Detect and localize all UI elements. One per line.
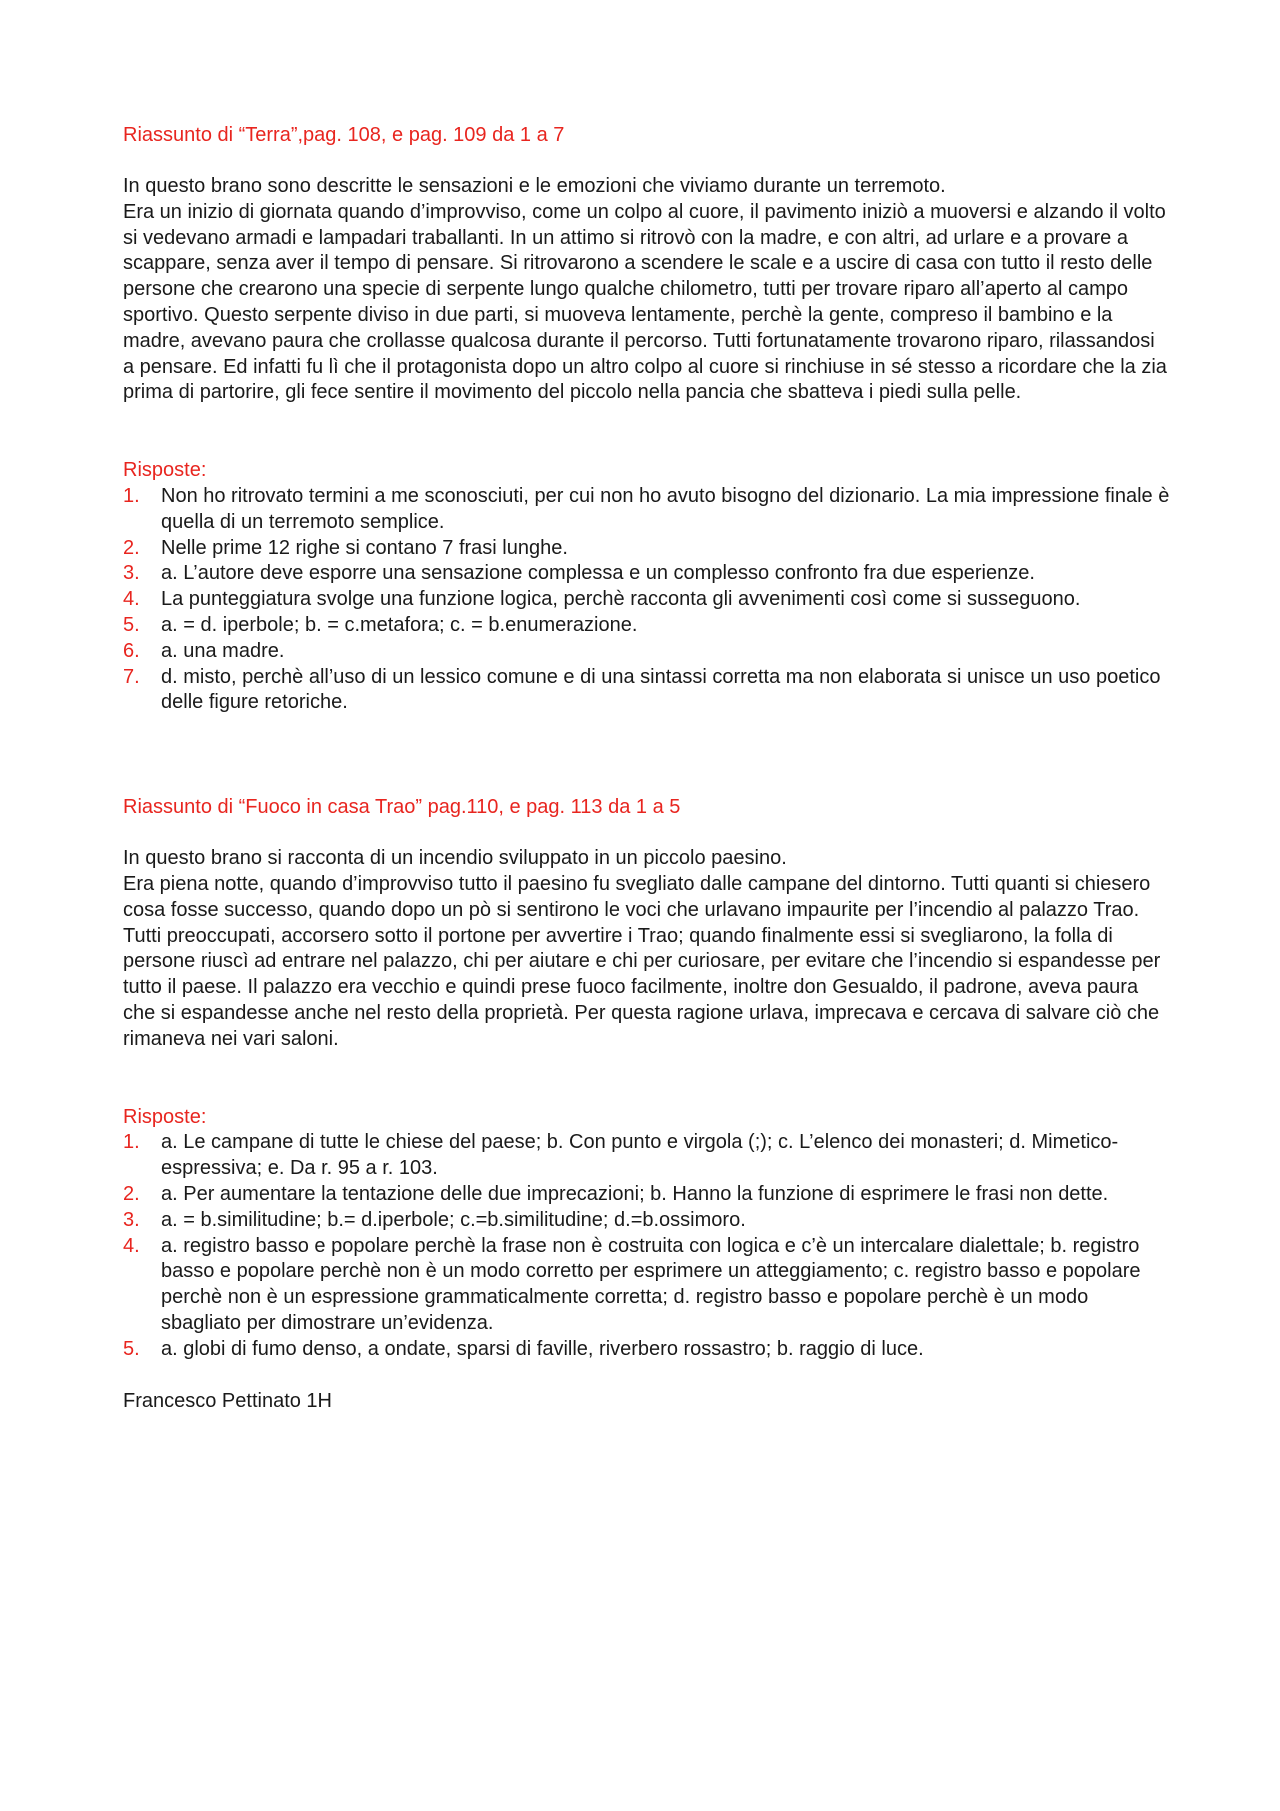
- answer-number: 6.: [123, 639, 140, 662]
- answer-number: 1.: [123, 1131, 140, 1154]
- answer-item: [123, 665, 1170, 717]
- answer-text: Nelle prime 12 righe si contano 7 frasi lunghe.: [161, 536, 568, 559]
- answer-text: a. L’autore deve esporre una sensazione complessa e un complesso confronto fra due esperienze.: [161, 562, 1035, 585]
- answer-item: [123, 484, 1170, 536]
- answer-text: d. misto, perchè all’uso di un lessico comune e di una sintassi corretta ma non elaborata si unisce un uso poetico delle figure retoriche.: [161, 665, 1161, 714]
- author-signature: Francesco Pettinato 1H: [123, 1390, 332, 1413]
- answer-number: 7.: [123, 665, 140, 688]
- answer-item: [123, 613, 1170, 639]
- answer-number: 3.: [123, 562, 140, 585]
- answers-label: Risposte:: [123, 1105, 207, 1128]
- answer-text: a. una madre.: [161, 639, 285, 662]
- answer-item: [123, 639, 1170, 665]
- answer-text: Non ho ritrovato termini a me sconosciuti, per cui non ho avuto bisogno del dizionario. La mia impressione finale è quella di un terremoto semplice.: [161, 484, 1170, 533]
- answer-number: 2.: [123, 1182, 140, 1205]
- summary-body: Era un inizio di giornata quando d’improvviso, come un colpo al cuore, il pavimento iniziò a muoversi e alzando il volto si vedevano armadi e lampadari traballanti. In un attimo si ritrovò con la madre, e con altri, ad urlare e a provare a scappare, senza aver il tempo di pensare. Si ritrovarono a scendere le scale e a uscire di casa con tutto il resto delle persone che crearono una specie di serpente lungo qualche chilometro, tutti per trovare riparo all’aperto al campo sportivo. Questo serpente diviso in due parti, si muoveva lentamente, perchè la gente, compreso il bambino e la madre, avevano paura che crollasse qualcosa durante il percorso. Tutti fortunatamente trovarono riparo, rilassandosi a pensare. Ed infatti fu lì che il protagonista dopo un altro colpo al cuore si rinchiuse in sé stesso a ricordare che la zia prima di partorire, gli fece sentire il movimento del piccolo nella pancia che sbatteva i piedi sulla pelle.: [123, 200, 1167, 404]
- answer-item: [123, 587, 1170, 613]
- answer-text: La punteggiatura svolge una funzione logica, perchè racconta gli avvenimenti così come si susseguono.: [161, 588, 1081, 611]
- section-terra: [123, 122, 1170, 716]
- answer-item: [123, 1130, 1170, 1182]
- answers-list: [123, 484, 1170, 716]
- answer-text: a. = d. iperbole; b. = c.metafora; c. = b.enumerazione.: [161, 613, 638, 636]
- answer-number: 3.: [123, 1208, 140, 1231]
- answer-item: [123, 1208, 1170, 1234]
- answer-number: 5.: [123, 1337, 140, 1360]
- answer-text: a. Per aumentare la tentazione delle due imprecazioni; b. Hanno la funzione di esprimere le frasi non dette.: [161, 1182, 1109, 1205]
- answer-number: 4.: [123, 1234, 140, 1257]
- section-heading: Riassunto di “Terra”,pag. 108, e pag. 109 da 1 a 7: [123, 124, 565, 146]
- answer-item: [123, 536, 1170, 562]
- answer-number: 5.: [123, 613, 140, 636]
- answer-text: a. Le campane di tutte le chiese del paese; b. Con punto e virgola (;); c. L’elenco dei monasteri; d. Mimetico-espressiva; e. Da r. 95 a r. 103.: [161, 1131, 1119, 1180]
- answer-number: 4.: [123, 588, 140, 611]
- answer-item: [123, 561, 1170, 587]
- answers-list: [123, 1130, 1170, 1362]
- answer-item: [123, 1234, 1170, 1337]
- summary-intro: In questo brano sono descritte le sensazioni e le emozioni che viviamo durante un terremoto.: [123, 175, 946, 197]
- summary-intro: In questo brano si racconta di un incendio sviluppato in un piccolo paesino.: [123, 847, 787, 870]
- answer-number: 1.: [123, 484, 140, 507]
- section-fuoco: [123, 794, 1170, 1362]
- answers-label: Risposte:: [123, 459, 207, 482]
- answer-text: a. = b.similitudine; b.= d.iperbole; c.=b.similitudine; d.=b.ossimoro.: [161, 1208, 746, 1231]
- answer-text: a. registro basso e popolare perchè la frase non è costruita con logica e c’è un intercalare dialettale; b. registro basso e popolare perchè non è un modo corretto per esprimere un atteggiamento; c. registro basso e popolare perchè non è un espressione grammaticalmente corretta; d. registro basso e popolare perchè è un modo sbagliato per dimostrare un’evidenza.: [161, 1234, 1141, 1334]
- answer-item: [123, 1182, 1170, 1208]
- summary-body: Era piena notte, quando d’improvviso tutto il paesino fu svegliato dalle campane del dintorno. Tutti quanti si chiesero cosa fosse successo, quando dopo un pò si sentirono le voci che urlavano impaurite per l’incendio al palazzo Trao. Tutti preoccupati, accorsero sotto il portone per avvertire i Trao; quando finalmente essi si svegliarono, la folla di persone riuscì ad entrare nel palazzo, chi per aiutare e chi per curiosare, per evitare che l’incendio si espandesse per tutto il paese. Il palazzo era vecchio e quindi prese fuoco facilmente, inoltre don Gesualdo, il padrone, aveva paura che si espandesse anche nel resto della proprietà. Per questa ragione urlava, imprecava e cercava di salvare ciò che rimaneva nei vari saloni.: [123, 872, 1161, 1050]
- answer-number: 2.: [123, 536, 140, 559]
- section-heading: Riassunto di “Fuoco in casa Trao” pag.110, e pag. 113 da 1 a 5: [123, 796, 681, 819]
- answer-text: a. globi di fumo denso, a ondate, sparsi di faville, riverbero rossastro; b. raggio di luce.: [161, 1337, 924, 1360]
- answer-item: [123, 1337, 1170, 1363]
